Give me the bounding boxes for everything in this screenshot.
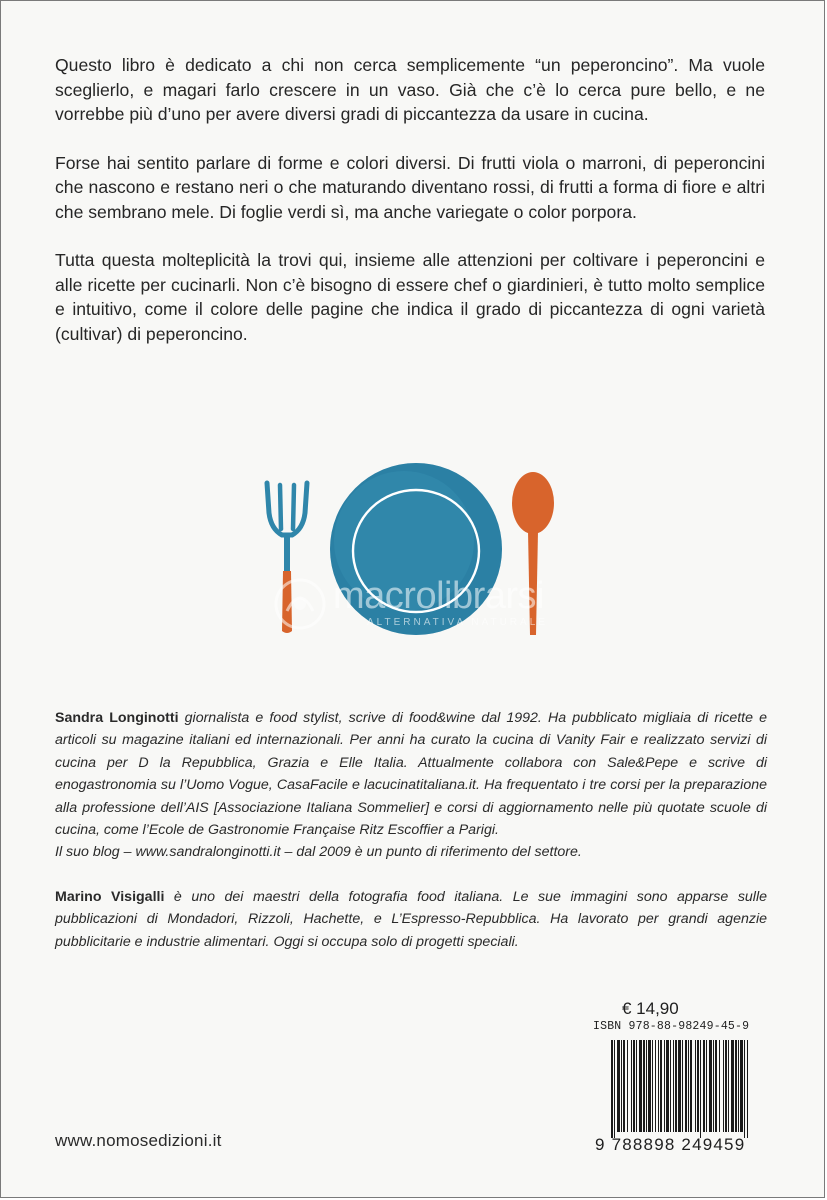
intro-text xyxy=(55,53,765,370)
barcode-bar xyxy=(682,1040,683,1132)
barcode-bar xyxy=(627,1040,628,1132)
photographer-name: Marino Visigalli xyxy=(55,888,165,905)
author-blog-text: Il suo blog – www.sandralonginotti.it – dal 2009 è un punto di riferimento del settore. xyxy=(55,844,582,861)
ean-number: 9 788898 249459 xyxy=(595,1135,746,1154)
author-name: Sandra Longinotti xyxy=(55,710,179,726)
barcode-bar xyxy=(639,1040,642,1132)
barcode-bar xyxy=(697,1040,699,1132)
spoon-icon xyxy=(512,472,554,635)
barcode-bar xyxy=(738,1040,739,1132)
barcode-bar xyxy=(695,1040,696,1132)
barcode-bar xyxy=(655,1040,656,1132)
intro-paragraph-3: Tutta questa molteplicità la trovi qui, insieme alle attenzioni per coltivare i peperoncini e alle ricette per cucinarli. Non c’è bisogno di essere chef o giardinieri, è tutto molto semplice e intuitivo, come il colore delle pagine che indica il grado di piccantezza di ogni varietà (cultivar) di peperoncino. xyxy=(55,250,765,344)
barcode-bar xyxy=(652,1040,653,1132)
barcode-bar xyxy=(660,1040,662,1132)
barcode-bar xyxy=(731,1040,734,1132)
barcode-bar xyxy=(675,1040,677,1132)
barcode-bar xyxy=(744,1040,745,1138)
fork-icon xyxy=(267,483,307,633)
barcode-bar xyxy=(700,1040,701,1138)
barcode-bar xyxy=(706,1040,707,1132)
barcode-bar xyxy=(719,1040,720,1132)
barcode-bar xyxy=(670,1040,671,1132)
barcode-bar xyxy=(703,1040,705,1132)
price: € 14,90 xyxy=(622,999,679,1018)
barcode-bar xyxy=(614,1040,615,1138)
plate-icon xyxy=(330,463,502,635)
isbn-text: ISBN 978-88-98249-45-9 xyxy=(593,1020,750,1033)
barcode-bar xyxy=(715,1040,717,1132)
barcode-bar xyxy=(633,1040,635,1132)
barcode-block xyxy=(593,1020,755,1166)
barcode-bar xyxy=(678,1040,681,1132)
table-setting-illustration xyxy=(256,463,566,643)
barcode-bar xyxy=(664,1040,665,1132)
barcode-bar xyxy=(666,1040,669,1132)
author-bio-1 xyxy=(55,707,767,864)
barcode-bar xyxy=(690,1040,692,1132)
barcode-bar xyxy=(709,1040,712,1132)
photographer-bio-text: è uno dei maestri della fotografia food italiana. Le sue immagini sono apparse sulle pubblicazioni di Mondadori, Rizzoli, Hachette, e L’Espresso-Repubblica. Ha lavorato per grandi agenzie pubblicitarie e industrie alimentari. Oggi si occupa solo di progetti speciali. xyxy=(55,888,767,950)
barcode-bar xyxy=(723,1040,724,1132)
barcode-bar xyxy=(747,1040,748,1138)
barcode-icon xyxy=(611,1040,751,1138)
barcode-bar xyxy=(646,1040,647,1132)
barcode-bar xyxy=(688,1040,689,1132)
intro-paragraph-1: Questo libro è dedicato a chi non cerca semplicemente “un peperoncino”. Ma vuole sceglierlo, e magari farlo crescere in un vaso. Già che c’è lo cerca pure bello, e ne vorrebbe più d’uno per avere diversi gradi di piccantezza da usare in cucina. xyxy=(55,55,765,124)
barcode-bar xyxy=(621,1040,622,1132)
barcode-bar xyxy=(740,1040,743,1132)
barcode-bar xyxy=(636,1040,637,1132)
barcode-bar xyxy=(735,1040,737,1132)
author-bio-2 xyxy=(55,886,767,953)
barcode-bar xyxy=(611,1040,613,1138)
barcode-bar xyxy=(623,1040,625,1132)
barcode-bar xyxy=(643,1040,645,1132)
barcode-bar xyxy=(648,1040,651,1132)
barcode-bar xyxy=(658,1040,659,1132)
watermark-text: macrolibrarsi xyxy=(333,575,544,617)
intro-paragraph-2: Forse hai sentito parlare di forme e colori diversi. Di frutti viola o marroni, di peperoncini che nascono e restano neri o che maturando diventano rossi, di frutti a forma di fiore e altri che sembrano mele. Di foglie verdi sì, ma anche variegate o color porpora. xyxy=(55,152,765,222)
barcode-bar xyxy=(725,1040,727,1132)
barcode-bar xyxy=(617,1040,620,1132)
barcode-bar xyxy=(728,1040,729,1132)
author-bios xyxy=(55,707,767,975)
barcode-bar xyxy=(673,1040,674,1132)
barcode-bar xyxy=(685,1040,687,1132)
watermark-tagline: ALTERNATIVA NATURALE xyxy=(367,617,548,628)
barcode-bar xyxy=(631,1040,632,1132)
author-bio-text: giornalista e food stylist, scrive di food&wine dal 1992. Ha pubblicato migliaia di ricette e articoli su magazine italiani ed internazionali. Per anni ha curato la cucina di Vanity Fair e realizzato servizi di cucina per D la Repubblica, Grazia e Elle Italia. Attualmente collabora con Sale&Pepe e scrive di enogastronomia su l’Uomo Vogue, CasaFacile e lacucinatitaliana.it. Ha frequentato i tre corsi per la preparazione alla professione dell’AIS [Associazione Italiana Sommelier] e corsi di aggiornamento nelle più quotate scuole di cucina, come l’Ecole de Gastronomie Française Ritz Escoffier a Parigi. xyxy=(55,710,767,839)
barcode-bar xyxy=(713,1040,714,1132)
publisher-website: www.nomosedizioni.it xyxy=(55,1131,222,1150)
